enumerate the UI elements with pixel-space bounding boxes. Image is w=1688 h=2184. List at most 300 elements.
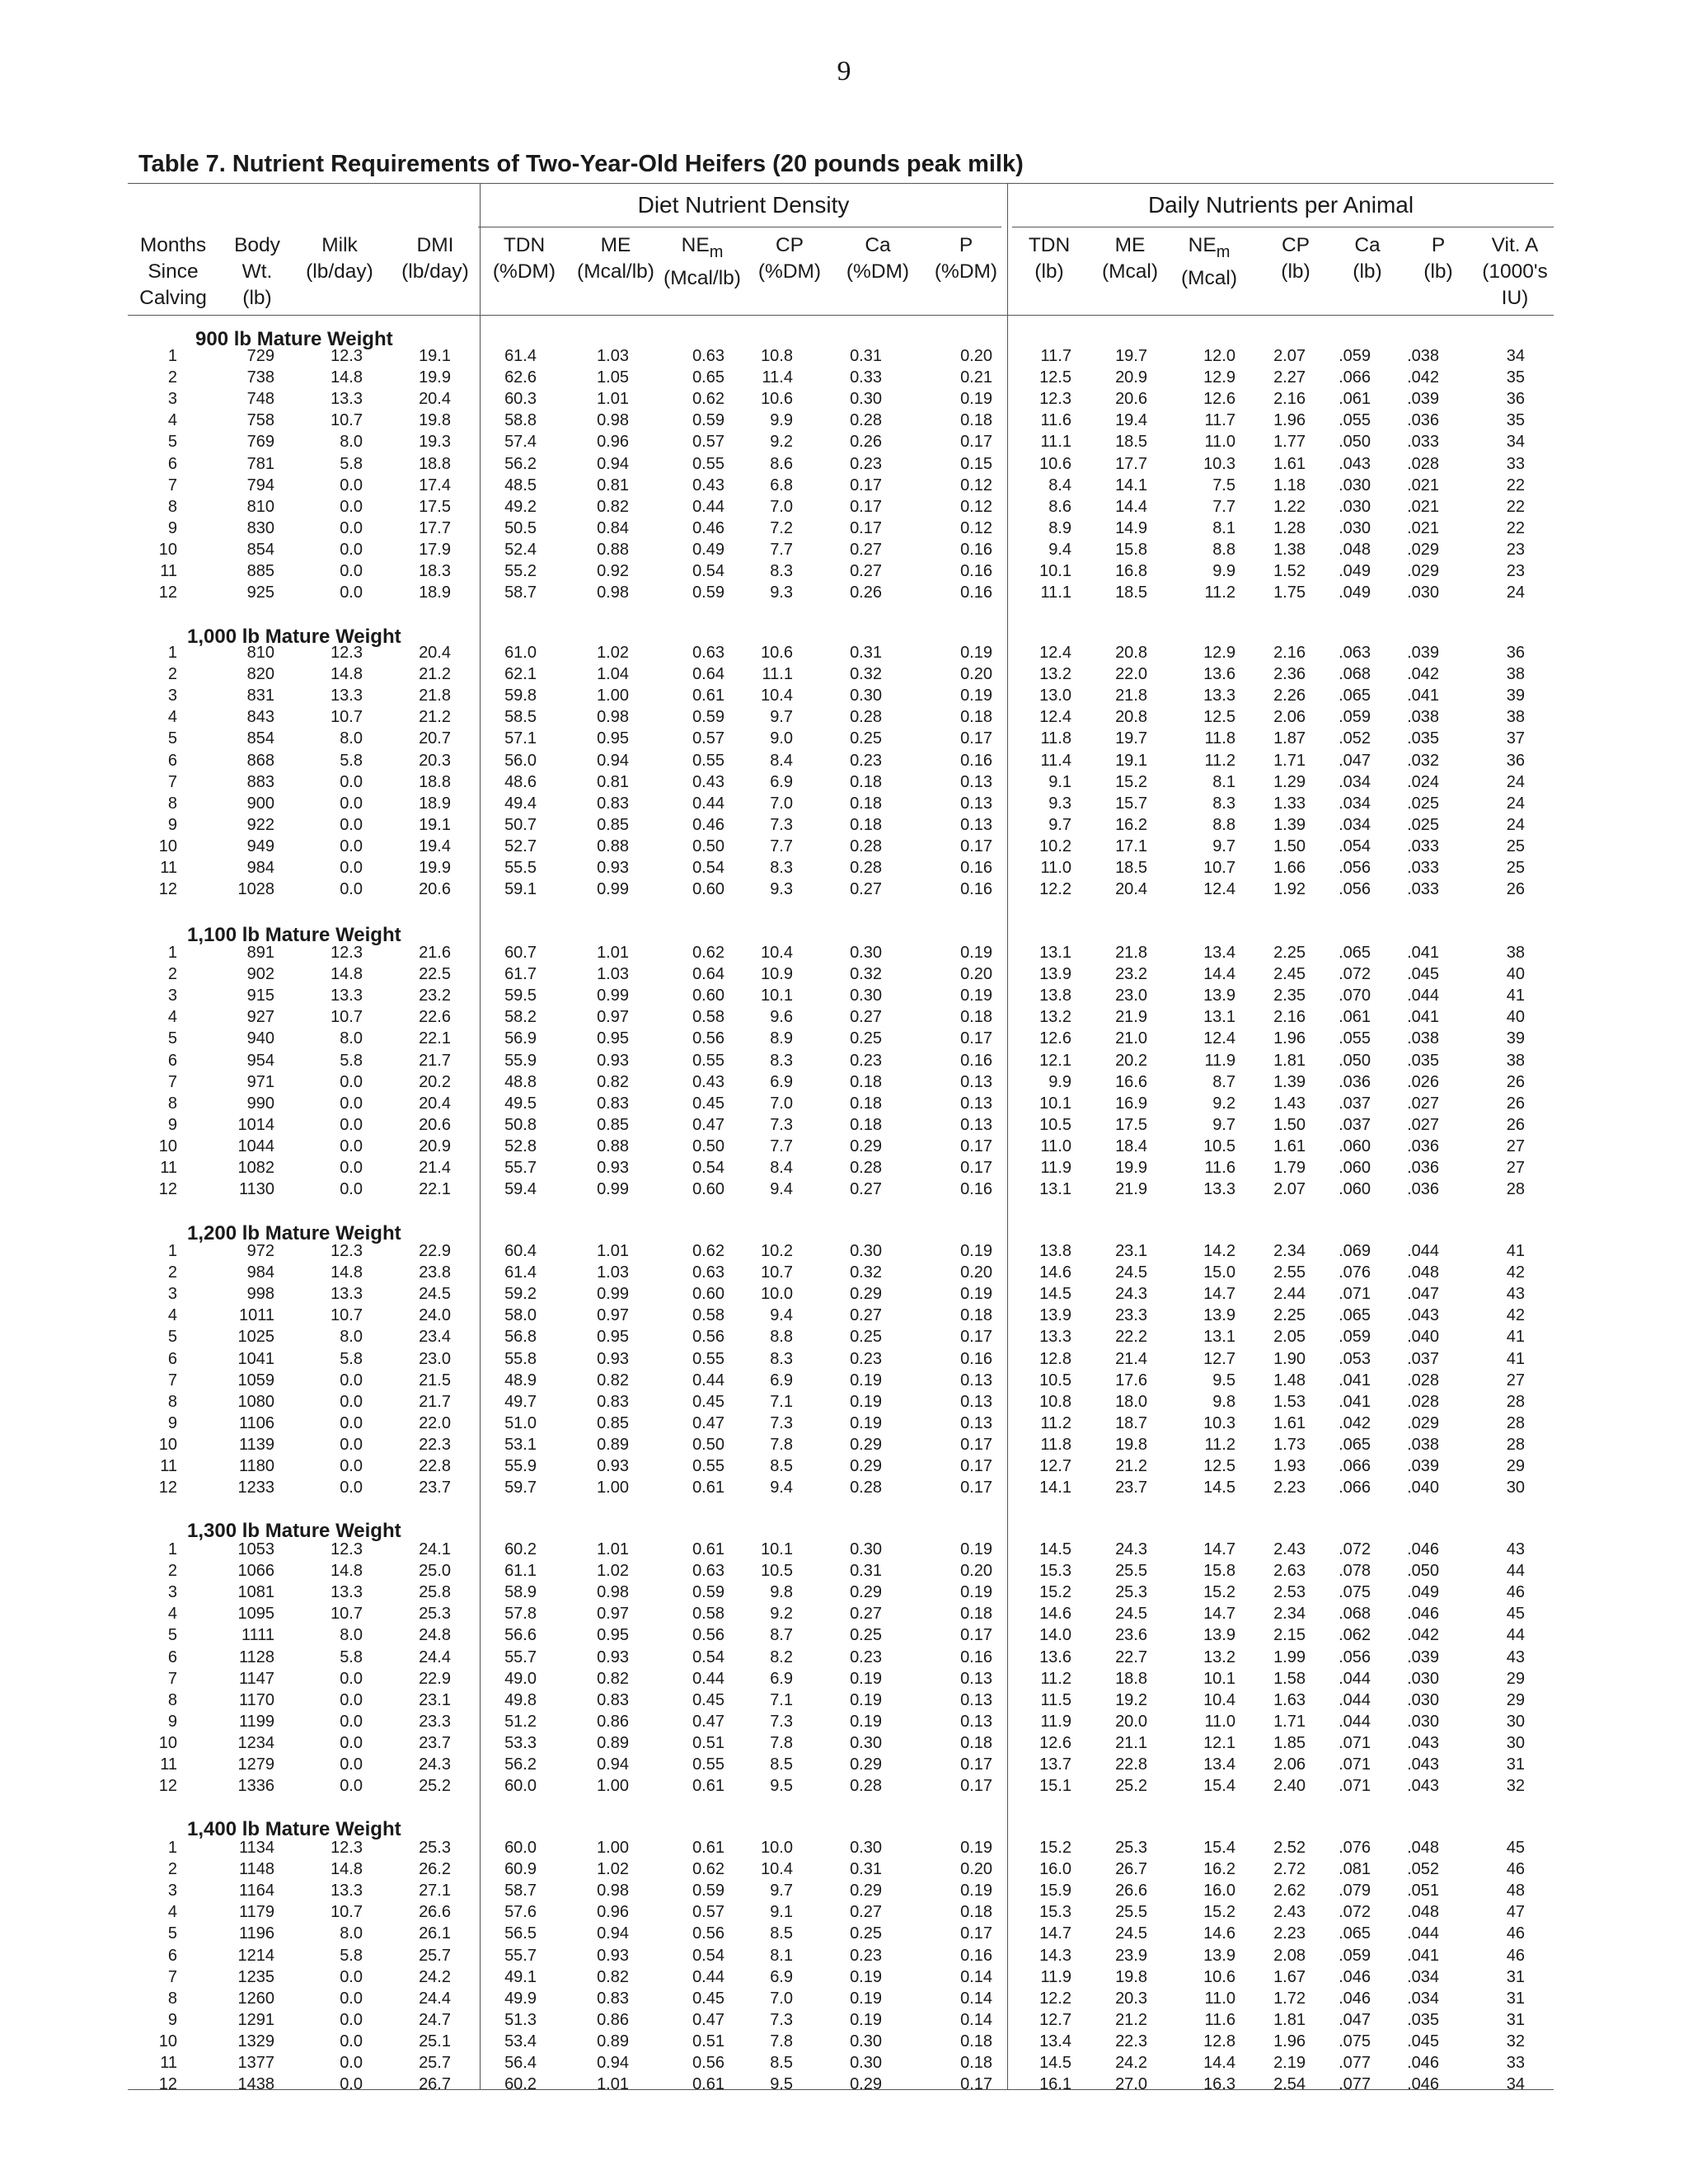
cell-body-wt: 1377 <box>237 2054 274 2072</box>
cell-dmi: 25.8 <box>419 1583 451 1602</box>
cell-p-lb: .040 <box>1407 1328 1439 1347</box>
cell-nem-density: 0.57 <box>692 433 724 452</box>
cell-p-pct: 0.18 <box>960 2054 992 2072</box>
cell-nem-density: 0.61 <box>692 1479 724 1497</box>
cell-months: 2 <box>167 665 177 684</box>
cell-months: 6 <box>167 751 177 770</box>
cell-me-density: 0.95 <box>597 1328 629 1347</box>
cell-nem-density: 0.60 <box>692 987 724 1005</box>
cell-p-pct: 0.17 <box>960 729 992 748</box>
cell-cp-pct: 7.3 <box>770 815 793 834</box>
cell-p-pct: 0.18 <box>960 1008 992 1027</box>
cell-p-lb: .028 <box>1407 454 1439 473</box>
cell-p-lb: .035 <box>1407 729 1439 748</box>
cell-me-mcal: 25.5 <box>1115 1903 1147 1922</box>
cell-body-wt: 891 <box>246 944 274 962</box>
cell-me-mcal: 25.5 <box>1115 1562 1147 1581</box>
cell-ca-pct: 0.30 <box>850 1733 882 1752</box>
cell-ca-pct: 0.30 <box>850 2032 882 2050</box>
cell-p-lb: .030 <box>1407 1690 1439 1709</box>
cell-ca-pct: 0.27 <box>850 1306 882 1325</box>
cell-ca-lb: .076 <box>1339 1263 1371 1282</box>
cell-ca-lb: .079 <box>1339 1882 1371 1900</box>
cell-cp-lb: 1.58 <box>1273 1669 1306 1688</box>
cell-tdn-pct: 62.6 <box>504 368 537 387</box>
cell-ca-lb: .047 <box>1339 751 1371 770</box>
cell-body-wt: 769 <box>246 433 274 452</box>
cell-body-wt: 1011 <box>238 1306 274 1325</box>
cell-vit-a: 41 <box>1506 1349 1525 1368</box>
cell-body-wt: 883 <box>246 772 274 791</box>
column-header-line: Body <box>234 234 280 256</box>
cell-body-wt: 1179 <box>238 1903 274 1922</box>
cell-tdn-pct: 58.0 <box>504 1306 537 1325</box>
cell-cp-lb: 2.15 <box>1273 1626 1306 1645</box>
cell-milk: 8.0 <box>340 729 363 748</box>
cell-nem-density: 0.65 <box>692 368 724 387</box>
cell-dmi: 19.9 <box>419 368 451 387</box>
cell-tdn-lb: 16.1 <box>1039 2075 1071 2094</box>
cell-ca-pct: 0.30 <box>850 390 882 409</box>
cell-cp-pct: 8.4 <box>770 751 793 770</box>
cell-ca-pct: 0.19 <box>850 1371 882 1390</box>
cell-ca-pct: 0.28 <box>850 708 882 727</box>
cell-body-wt: 1147 <box>238 1669 274 1688</box>
cell-dmi: 21.7 <box>419 1051 451 1070</box>
cell-dmi: 25.3 <box>419 1605 451 1624</box>
cell-vit-a: 22 <box>1506 476 1525 494</box>
cell-ca-lb: .059 <box>1339 708 1371 727</box>
cell-body-wt: 868 <box>246 751 274 770</box>
cell-milk: 13.3 <box>331 987 363 1005</box>
cell-cp-lb: 1.22 <box>1273 497 1306 516</box>
cell-ca-pct: 0.29 <box>850 1435 882 1454</box>
cell-tdn-pct: 60.9 <box>504 1860 537 1879</box>
cell-me-density: 0.81 <box>597 476 629 494</box>
cell-tdn-pct: 56.9 <box>504 1029 537 1048</box>
cell-milk: 0.0 <box>340 1690 363 1709</box>
cell-vit-a: 36 <box>1506 644 1525 662</box>
cell-months: 11 <box>160 1159 177 1177</box>
cell-cp-pct: 7.8 <box>770 2032 793 2050</box>
cell-nem-density: 0.62 <box>692 390 724 409</box>
cell-tdn-lb: 13.3 <box>1039 1328 1071 1347</box>
group-header-daily-nutrients: Daily Nutrients per Animal <box>1147 192 1414 218</box>
cell-me-density: 0.99 <box>597 880 629 899</box>
cell-p-lb: .041 <box>1407 944 1439 962</box>
cell-milk: 0.0 <box>340 1180 363 1199</box>
cell-nem-mcal: 11.0 <box>1204 1989 1236 2008</box>
cell-dmi: 21.6 <box>419 944 451 962</box>
cell-me-mcal: 24.2 <box>1115 2054 1147 2072</box>
column-header-line: (%DM) <box>757 260 822 283</box>
cell-dmi: 24.2 <box>419 1967 451 1986</box>
cell-ca-pct: 0.29 <box>850 1882 882 1900</box>
cell-nem-density: 0.50 <box>692 1137 724 1155</box>
cell-vit-a: 28 <box>1506 1392 1525 1411</box>
cell-body-wt: 810 <box>246 644 274 662</box>
column-header-line: (%DM) <box>492 260 556 283</box>
cell-me-mcal: 20.6 <box>1115 390 1147 409</box>
cell-p-pct: 0.17 <box>960 2075 992 2094</box>
cell-cp-lb: 2.23 <box>1273 1924 1306 1943</box>
cell-ca-pct: 0.19 <box>850 1392 882 1411</box>
cell-ca-pct: 0.27 <box>850 1605 882 1624</box>
cell-nem-density: 0.56 <box>692 1924 724 1943</box>
cell-me-density: 0.94 <box>597 454 629 473</box>
cell-cp-pct: 6.9 <box>770 1669 793 1688</box>
cell-body-wt: 949 <box>246 837 274 855</box>
cell-vit-a: 41 <box>1506 1242 1525 1260</box>
cell-cp-lb: 2.45 <box>1273 965 1306 984</box>
cell-milk: 10.7 <box>331 1605 363 1624</box>
cell-p-pct: 0.16 <box>960 1349 992 1368</box>
cell-dmi: 23.8 <box>419 1263 451 1282</box>
cell-tdn-lb: 8.9 <box>1048 518 1071 537</box>
cell-ca-pct: 0.25 <box>850 1328 882 1347</box>
cell-p-lb: .036 <box>1407 1159 1439 1177</box>
cell-cp-lb: 1.75 <box>1273 583 1306 602</box>
cell-cp-lb: 1.77 <box>1273 433 1306 452</box>
cell-dmi: 22.8 <box>419 1457 451 1475</box>
cell-milk: 10.7 <box>331 1306 363 1325</box>
cell-ca-lb: .066 <box>1339 1457 1371 1475</box>
cell-me-mcal: 22.8 <box>1115 1755 1147 1774</box>
cell-p-lb: .021 <box>1407 497 1439 516</box>
cell-cp-lb: 1.72 <box>1273 1989 1306 2008</box>
cell-ca-lb: .052 <box>1339 729 1371 748</box>
cell-p-lb: .043 <box>1407 1755 1439 1774</box>
cell-ca-pct: 0.28 <box>850 859 882 877</box>
cell-vit-a: 22 <box>1506 518 1525 537</box>
cell-me-density: 0.82 <box>597 1669 629 1688</box>
cell-cp-lb: 2.54 <box>1273 2075 1306 2094</box>
cell-dmi: 20.6 <box>419 1115 451 1134</box>
cell-tdn-lb: 10.8 <box>1039 1392 1071 1411</box>
cell-ca-lb: .055 <box>1339 411 1371 430</box>
cell-months: 5 <box>167 1029 177 1048</box>
cell-p-lb: .041 <box>1407 1946 1439 1965</box>
cell-milk: 14.8 <box>331 368 363 387</box>
column-header-line: (lb) <box>1353 260 1382 283</box>
cell-p-lb: .040 <box>1407 1479 1439 1497</box>
cell-body-wt: 1130 <box>238 1180 274 1199</box>
cell-ca-lb: .072 <box>1339 1903 1371 1922</box>
cell-nem-density: 0.63 <box>692 347 724 365</box>
cell-cp-lb: 1.90 <box>1273 1349 1306 1368</box>
cell-cp-pct: 6.9 <box>770 772 793 791</box>
cell-p-lb: .030 <box>1407 583 1439 602</box>
cell-months: 4 <box>167 1306 177 1325</box>
cell-body-wt: 1053 <box>237 1540 274 1558</box>
cell-ca-pct: 0.19 <box>850 1669 882 1688</box>
cell-cp-pct: 8.3 <box>770 562 793 580</box>
cell-dmi: 23.2 <box>419 987 451 1005</box>
cell-p-lb: .048 <box>1407 1839 1439 1857</box>
cell-me-mcal: 15.2 <box>1115 772 1147 791</box>
cell-ca-pct: 0.28 <box>850 1159 882 1177</box>
cell-nem-mcal: 14.7 <box>1203 1540 1236 1558</box>
cell-ca-lb: .041 <box>1339 1392 1371 1411</box>
cell-milk: 5.8 <box>340 1051 363 1070</box>
cell-me-density: 1.01 <box>597 944 629 962</box>
cell-tdn-lb: 11.8 <box>1040 729 1071 748</box>
cell-ca-lb: .044 <box>1339 1712 1371 1731</box>
cell-vit-a: 38 <box>1506 1051 1525 1070</box>
cell-ca-lb: .043 <box>1339 454 1371 473</box>
cell-p-lb: .038 <box>1407 1029 1439 1048</box>
cell-vit-a: 46 <box>1506 1860 1525 1879</box>
cell-cp-lb: 2.72 <box>1273 1860 1306 1879</box>
cell-milk: 0.0 <box>340 1712 363 1731</box>
cell-ca-pct: 0.18 <box>850 1094 882 1113</box>
column-header-line: Ca <box>1354 234 1381 256</box>
cell-me-mcal: 26.7 <box>1115 1860 1147 1879</box>
cell-body-wt: 1082 <box>237 1159 274 1177</box>
cell-p-pct: 0.16 <box>960 1647 992 1666</box>
cell-me-mcal: 16.6 <box>1115 1072 1147 1091</box>
cell-months: 8 <box>167 1094 177 1113</box>
cell-months: 10 <box>158 2032 177 2050</box>
cell-cp-lb: 1.39 <box>1273 815 1306 834</box>
cell-milk: 0.0 <box>340 794 363 813</box>
cell-p-lb: .042 <box>1407 1626 1439 1645</box>
cell-ca-lb: .075 <box>1339 1583 1371 1602</box>
cell-cp-pct: 10.2 <box>761 1242 793 1260</box>
cell-nem-mcal: 15.2 <box>1203 1903 1236 1922</box>
cell-p-lb: .043 <box>1407 1306 1439 1325</box>
cell-cp-lb: 1.61 <box>1273 454 1306 473</box>
cell-p-lb: .027 <box>1407 1094 1439 1113</box>
cell-dmi: 24.1 <box>419 1540 451 1558</box>
cell-vit-a: 29 <box>1506 1669 1525 1688</box>
cell-dmi: 17.7 <box>419 518 451 537</box>
cell-me-density: 0.95 <box>597 729 629 748</box>
cell-months: 9 <box>167 518 177 537</box>
cell-ca-lb: .056 <box>1339 859 1371 877</box>
cell-p-lb: .048 <box>1407 1263 1439 1282</box>
cell-tdn-lb: 13.1 <box>1039 1180 1071 1199</box>
cell-vit-a: 28 <box>1506 1413 1525 1432</box>
cell-me-density: 0.99 <box>597 1180 629 1199</box>
cell-p-pct: 0.19 <box>960 1839 992 1857</box>
cell-p-lb: .039 <box>1407 1647 1439 1666</box>
cell-me-density: 1.02 <box>597 1860 629 1879</box>
cell-tdn-pct: 57.4 <box>504 433 537 452</box>
cell-body-wt: 1234 <box>237 1733 274 1752</box>
cell-nem-mcal: 11.2 <box>1204 1435 1236 1454</box>
cell-milk: 0.0 <box>340 2075 363 2094</box>
cell-cp-pct: 6.9 <box>770 1072 793 1091</box>
cell-p-lb: .025 <box>1407 794 1439 813</box>
cell-p-pct: 0.16 <box>960 1180 992 1199</box>
cell-milk: 5.8 <box>340 1946 363 1965</box>
cell-tdn-pct: 49.5 <box>504 1094 537 1113</box>
cell-me-density: 1.01 <box>597 1540 629 1558</box>
cell-nem-mcal: 12.5 <box>1203 1457 1236 1475</box>
cell-cp-pct: 9.8 <box>770 1583 793 1602</box>
cell-vit-a: 44 <box>1506 1626 1525 1645</box>
cell-body-wt: 1041 <box>237 1349 274 1368</box>
cell-me-density: 0.83 <box>597 1690 629 1709</box>
cell-tdn-lb: 9.4 <box>1048 540 1071 559</box>
cell-tdn-lb: 13.8 <box>1039 987 1071 1005</box>
cell-tdn-pct: 49.8 <box>504 1690 537 1709</box>
cell-me-density: 1.04 <box>597 665 629 684</box>
cell-dmi: 22.1 <box>419 1180 451 1199</box>
cell-p-lb: .030 <box>1407 1669 1439 1688</box>
cell-vit-a: 27 <box>1506 1371 1525 1390</box>
cell-nem-mcal: 13.1 <box>1203 1008 1236 1027</box>
cell-months: 4 <box>167 411 177 430</box>
cell-ca-pct: 0.27 <box>850 1180 882 1199</box>
cell-ca-lb: .072 <box>1339 965 1371 984</box>
cell-dmi: 21.7 <box>419 1392 451 1411</box>
cell-cp-lb: 1.71 <box>1273 1712 1306 1731</box>
cell-p-pct: 0.20 <box>960 965 992 984</box>
cell-me-mcal: 18.5 <box>1115 433 1147 452</box>
cell-dmi: 18.8 <box>419 772 451 791</box>
cell-dmi: 24.3 <box>419 1755 451 1774</box>
column-header-vit-a <box>1465 232 1564 312</box>
cell-tdn-lb: 13.9 <box>1039 1306 1071 1325</box>
cell-cp-pct: 8.2 <box>770 1647 793 1666</box>
cell-p-pct: 0.13 <box>960 772 992 791</box>
cell-months: 7 <box>167 1967 177 1986</box>
cell-cp-lb: 1.50 <box>1273 1115 1306 1134</box>
cell-nem-mcal: 8.3 <box>1212 794 1236 813</box>
cell-cp-pct: 9.4 <box>770 1306 793 1325</box>
cell-dmi: 24.8 <box>419 1626 451 1645</box>
cell-tdn-lb: 15.2 <box>1039 1583 1071 1602</box>
cell-cp-lb: 1.99 <box>1273 1647 1306 1666</box>
cell-tdn-lb: 15.3 <box>1039 1903 1071 1922</box>
cell-tdn-lb: 8.4 <box>1048 476 1071 494</box>
cell-months: 8 <box>167 794 177 813</box>
cell-nem-mcal: 12.4 <box>1203 880 1236 899</box>
cell-me-mcal: 17.6 <box>1115 1371 1147 1390</box>
page-number: 9 <box>837 56 851 87</box>
cell-months: 5 <box>167 1924 177 1943</box>
cell-nem-density: 0.62 <box>692 1860 724 1879</box>
cell-me-mcal: 21.9 <box>1115 1180 1147 1199</box>
cell-nem-mcal: 14.4 <box>1203 2054 1236 2072</box>
cell-p-pct: 0.18 <box>960 2032 992 2050</box>
cell-vit-a: 36 <box>1506 390 1525 409</box>
cell-me-density: 0.89 <box>597 2032 629 2050</box>
cell-nem-density: 0.56 <box>692 1328 724 1347</box>
cell-cp-lb: 2.35 <box>1273 987 1306 1005</box>
cell-tdn-lb: 11.2 <box>1040 1669 1071 1688</box>
cell-dmi: 21.5 <box>419 1371 451 1390</box>
cell-milk: 0.0 <box>340 540 363 559</box>
column-header-line: Ca <box>865 234 891 256</box>
cell-cp-lb: 1.33 <box>1273 794 1306 813</box>
cell-tdn-pct: 57.8 <box>504 1605 537 1624</box>
cell-me-density: 0.98 <box>597 1583 629 1602</box>
cell-nem-density: 0.49 <box>692 540 724 559</box>
cell-cp-lb: 2.40 <box>1273 1777 1306 1796</box>
cell-tdn-lb: 10.2 <box>1039 837 1071 855</box>
cell-tdn-lb: 11.6 <box>1040 411 1071 430</box>
cell-tdn-pct: 60.2 <box>504 1540 537 1558</box>
cell-milk: 10.7 <box>331 708 363 727</box>
cell-dmi: 26.2 <box>419 1860 451 1879</box>
cell-cp-lb: 1.18 <box>1273 476 1306 494</box>
cell-milk: 0.0 <box>340 1371 363 1390</box>
cell-ca-pct: 0.19 <box>850 1712 882 1731</box>
cell-vit-a: 46 <box>1506 1946 1525 1965</box>
cell-cp-pct: 8.9 <box>770 1029 793 1048</box>
cell-body-wt: 1164 <box>238 1882 274 1900</box>
cell-ca-pct: 0.23 <box>850 454 882 473</box>
cell-me-density: 0.93 <box>597 859 629 877</box>
cell-cp-lb: 2.06 <box>1273 1755 1306 1774</box>
cell-nem-mcal: 13.1 <box>1203 1328 1236 1347</box>
cell-ca-pct: 0.30 <box>850 2054 882 2072</box>
cell-me-density: 0.82 <box>597 1072 629 1091</box>
cell-body-wt: 940 <box>246 1029 274 1048</box>
cell-months: 1 <box>167 347 177 365</box>
cell-nem-density: 0.64 <box>692 665 724 684</box>
column-header-dmi <box>386 232 485 285</box>
cell-dmi: 24.7 <box>419 2010 451 2029</box>
cell-p-pct: 0.12 <box>960 518 992 537</box>
cell-nem-density: 0.55 <box>692 1755 724 1774</box>
cell-tdn-pct: 51.0 <box>504 1413 537 1432</box>
cell-tdn-pct: 55.8 <box>504 1349 537 1368</box>
cell-dmi: 17.5 <box>419 497 451 516</box>
cell-cp-pct: 9.4 <box>770 1180 793 1199</box>
cell-p-pct: 0.14 <box>960 2010 992 2029</box>
cell-body-wt: 900 <box>246 794 274 813</box>
cell-p-pct: 0.13 <box>960 1690 992 1709</box>
cell-months: 6 <box>167 454 177 473</box>
cell-milk: 0.0 <box>340 1967 363 1986</box>
cell-vit-a: 43 <box>1506 1285 1525 1304</box>
cell-p-pct: 0.13 <box>960 1413 992 1432</box>
cell-nem-mcal: 11.8 <box>1204 729 1236 748</box>
cell-tdn-lb: 12.4 <box>1039 708 1071 727</box>
cell-me-mcal: 16.8 <box>1115 562 1147 580</box>
cell-p-lb: .043 <box>1407 1777 1439 1796</box>
column-header-nem-density <box>653 232 752 292</box>
cell-me-density: 0.83 <box>597 1392 629 1411</box>
cell-vit-a: 40 <box>1506 965 1525 984</box>
cell-nem-density: 0.55 <box>692 751 724 770</box>
cell-months: 7 <box>167 1669 177 1688</box>
cell-ca-lb: .071 <box>1339 1285 1371 1304</box>
cell-milk: 0.0 <box>340 1137 363 1155</box>
cell-cp-pct: 9.0 <box>770 729 793 748</box>
cell-months: 8 <box>167 1392 177 1411</box>
cell-tdn-pct: 57.1 <box>504 729 537 748</box>
cell-months: 10 <box>158 540 177 559</box>
cell-ca-lb: .042 <box>1339 1413 1371 1432</box>
cell-me-density: 0.96 <box>597 433 629 452</box>
cell-me-density: 0.98 <box>597 583 629 602</box>
cell-nem-mcal: 13.6 <box>1203 665 1236 684</box>
cell-milk: 14.8 <box>331 1860 363 1879</box>
cell-me-mcal: 19.8 <box>1115 1967 1147 1986</box>
cell-me-mcal: 24.3 <box>1115 1285 1147 1304</box>
cell-body-wt: 843 <box>246 708 274 727</box>
cell-p-lb: .048 <box>1407 1903 1439 1922</box>
cell-p-lb: .043 <box>1407 1733 1439 1752</box>
cell-tdn-pct: 58.5 <box>504 708 537 727</box>
cell-p-pct: 0.13 <box>960 1072 992 1091</box>
cell-dmi: 19.1 <box>419 815 451 834</box>
